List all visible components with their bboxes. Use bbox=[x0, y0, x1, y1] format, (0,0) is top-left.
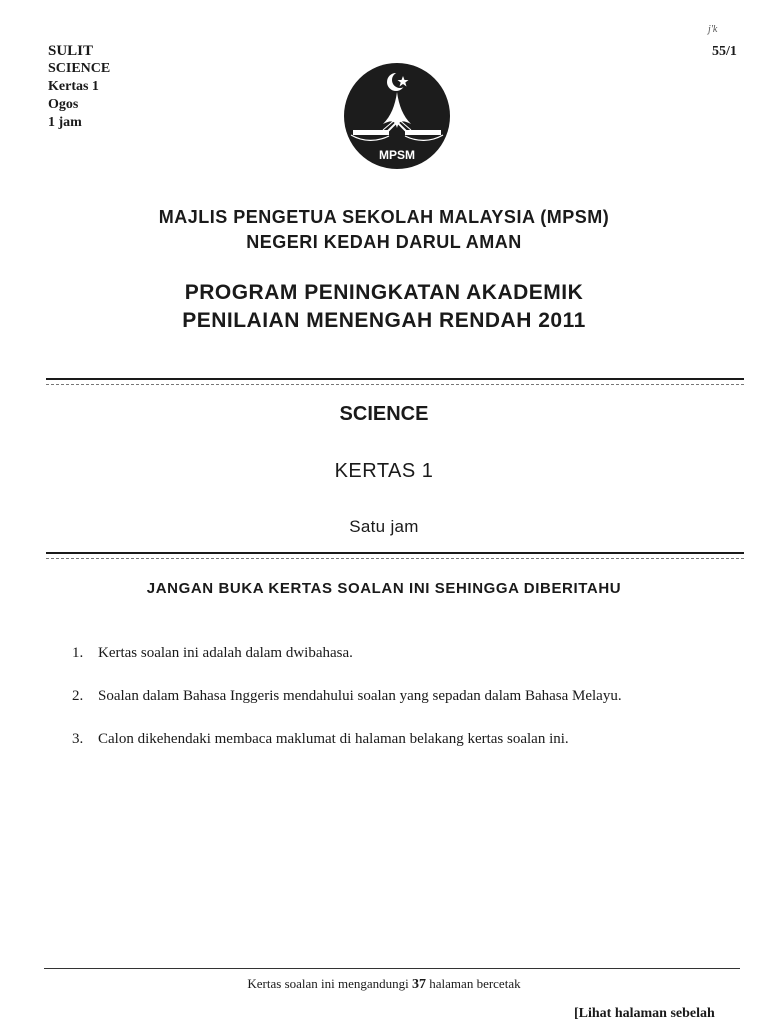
instruction-number: 1. bbox=[72, 645, 84, 661]
organization-line-2: NEGERI KEDAH DARUL AMAN bbox=[246, 232, 522, 252]
paper-label: Kertas 1 bbox=[48, 79, 99, 94]
instruction-number: 3. bbox=[72, 731, 84, 747]
page-count-suffix: halaman bercetak bbox=[429, 976, 521, 991]
mpsm-logo bbox=[343, 62, 451, 170]
header-left-block bbox=[48, 42, 110, 132]
instruction-item bbox=[72, 688, 622, 705]
month-label: Ogos bbox=[48, 97, 79, 112]
page-count-note bbox=[0, 976, 768, 993]
bottom-divider bbox=[46, 552, 744, 554]
footer-divider bbox=[44, 968, 740, 969]
instruction-item bbox=[72, 645, 353, 662]
instruction-number: 2. bbox=[72, 688, 84, 704]
corner-mark: j'k bbox=[708, 24, 718, 35]
program-line-1: PROGRAM PENINGKATAN AKADEMIK bbox=[184, 281, 584, 304]
do-not-open-warning: JANGAN BUKA KERTAS SOALAN INI SEHINGGA DIBERITAHU bbox=[146, 580, 622, 597]
organization-line-1: MAJLIS PENGETUA SEKOLAH MALAYSIA (MPSM) bbox=[158, 207, 610, 227]
bottom-divider-secondary bbox=[46, 558, 744, 559]
logo-text: MPSM bbox=[379, 148, 415, 162]
duration-label: 1 jam bbox=[48, 115, 82, 130]
instruction-text: Kertas soalan ini adalah dalam dwibahasa. bbox=[98, 645, 353, 661]
page-count-prefix: Kertas soalan ini mengandungi bbox=[247, 976, 409, 991]
paper-title: KERTAS 1 bbox=[334, 460, 434, 482]
page-count-number: 37 bbox=[412, 977, 427, 992]
top-divider-secondary bbox=[46, 384, 744, 385]
turn-over-note: [Lihat halaman sebelah bbox=[574, 1006, 715, 1021]
program-line-2: PENILAIAN MENENGAH RENDAH 2011 bbox=[182, 309, 586, 332]
instruction-text: Calon dikehendaki membaca maklumat di halaman belakang kertas soalan ini. bbox=[98, 731, 569, 747]
subject-label: SCIENCE bbox=[48, 61, 111, 76]
instruction-item bbox=[72, 731, 569, 748]
instruction-text: Soalan dalam Bahasa Inggeris mendahului soalan yang sepadan dalam Bahasa Melayu. bbox=[98, 688, 622, 704]
paper-code: 55/1 bbox=[712, 44, 737, 59]
duration-text: Satu jam bbox=[349, 517, 419, 536]
top-divider bbox=[46, 378, 744, 380]
subject-title: SCIENCE bbox=[339, 403, 429, 425]
classification-label: SULIT bbox=[48, 43, 94, 59]
